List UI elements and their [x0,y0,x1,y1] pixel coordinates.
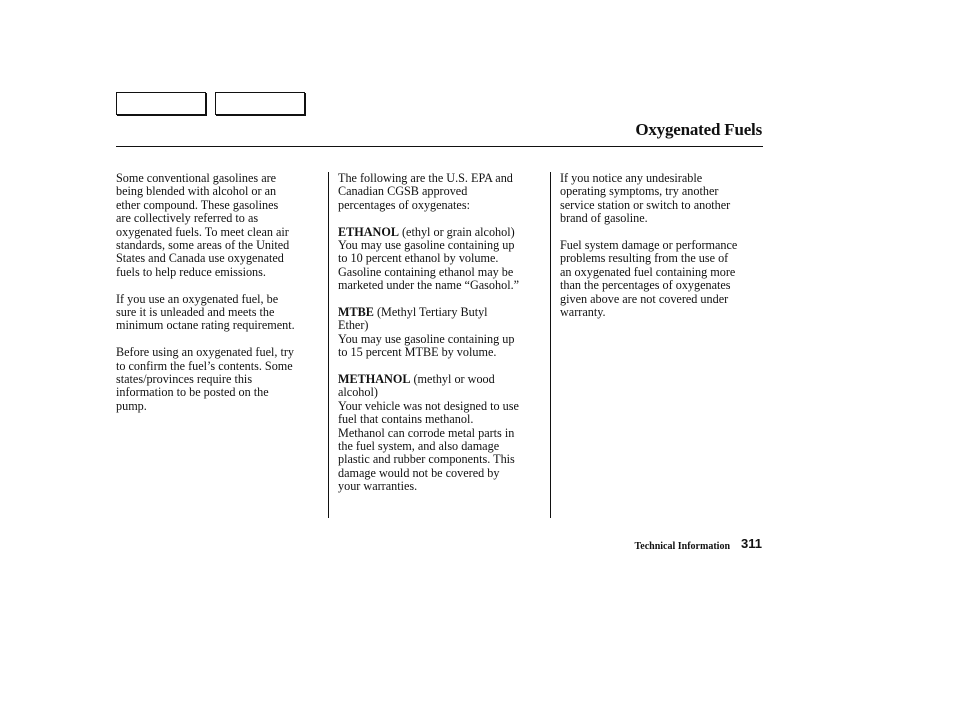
page-title: Oxygenated Fuels [635,120,762,139]
body-methanol: Your vehicle was not designed to use fuel that contains methanol. Methanol can corrode metal parts in the fuel system, and also damage plastic and rubber components. This damage would not be covered by your warranties. [338,398,519,494]
term-ethanol: ETHANOL [338,224,399,239]
paragraph-confirm-contents: Before using an oxygenated fuel, try to confirm the fuel’s contents. Some states/provinces require this information to be posted on the pump. [116,345,295,413]
term-mtbe: MTBE [338,305,374,320]
term-methanol: METHANOL [338,372,411,387]
nav-tab-box-1[interactable] [116,92,206,115]
page-number: 311 [741,536,762,551]
column-3 [560,172,766,333]
body-ethanol: You may use gasoline containing up to 10 percent ethanol by volume. Gasoline containing ethanol may be marketed under the name “Gasohol.” [338,238,520,293]
footer-section-name: Technical Information [634,541,730,552]
section-ethanol [338,226,544,293]
paragraph-unleaded-requirement: If you use an oxygenated fuel, be sure it is unleaded and meets the minimum octane rating requirement. [116,291,295,333]
section-mtbe [338,306,544,360]
column-divider-2 [550,172,551,518]
paragraph-approved-percentages: The following are the U.S. EPA and Canadian CGSB approved percentages of oxygenates: [338,171,513,212]
column-1 [116,172,322,427]
column-divider-1 [328,172,329,518]
body-mtbe: You may use gasoline containing up to 15 percent MTBE by volume. [338,331,515,360]
title-rule [116,146,763,147]
column-2 [338,172,544,507]
paragraph-undesirable-symptoms: If you notice any undesirable operating symptoms, try another service station or switch to another brand of gasoline. [560,171,731,226]
paragraph-warranty-exclusion: Fuel system damage or performance problems resulting from the use of an oxygenated fuel containing more than the percentages of oxygenates given above are not covered under warranty. [560,238,738,320]
qualifier-methanol: (methyl or wood alcohol) [338,372,495,400]
qualifier-ethanol: (ethyl or grain alcohol) [398,224,515,239]
section-methanol [338,373,544,494]
nav-tab-box-2[interactable] [215,92,305,115]
qualifier-mtbe: (Methyl Tertiary Butyl Ether) [338,305,488,333]
paragraph-oxygenated-intro: Some conventional gasolines are being blended with alcohol or an ether compound. These gasolines are collectively referred to as oxygenated fuels. To meet clean air standards, some areas of the United States and Canada use oxygenated fuels to help reduce emissions. [116,171,290,279]
